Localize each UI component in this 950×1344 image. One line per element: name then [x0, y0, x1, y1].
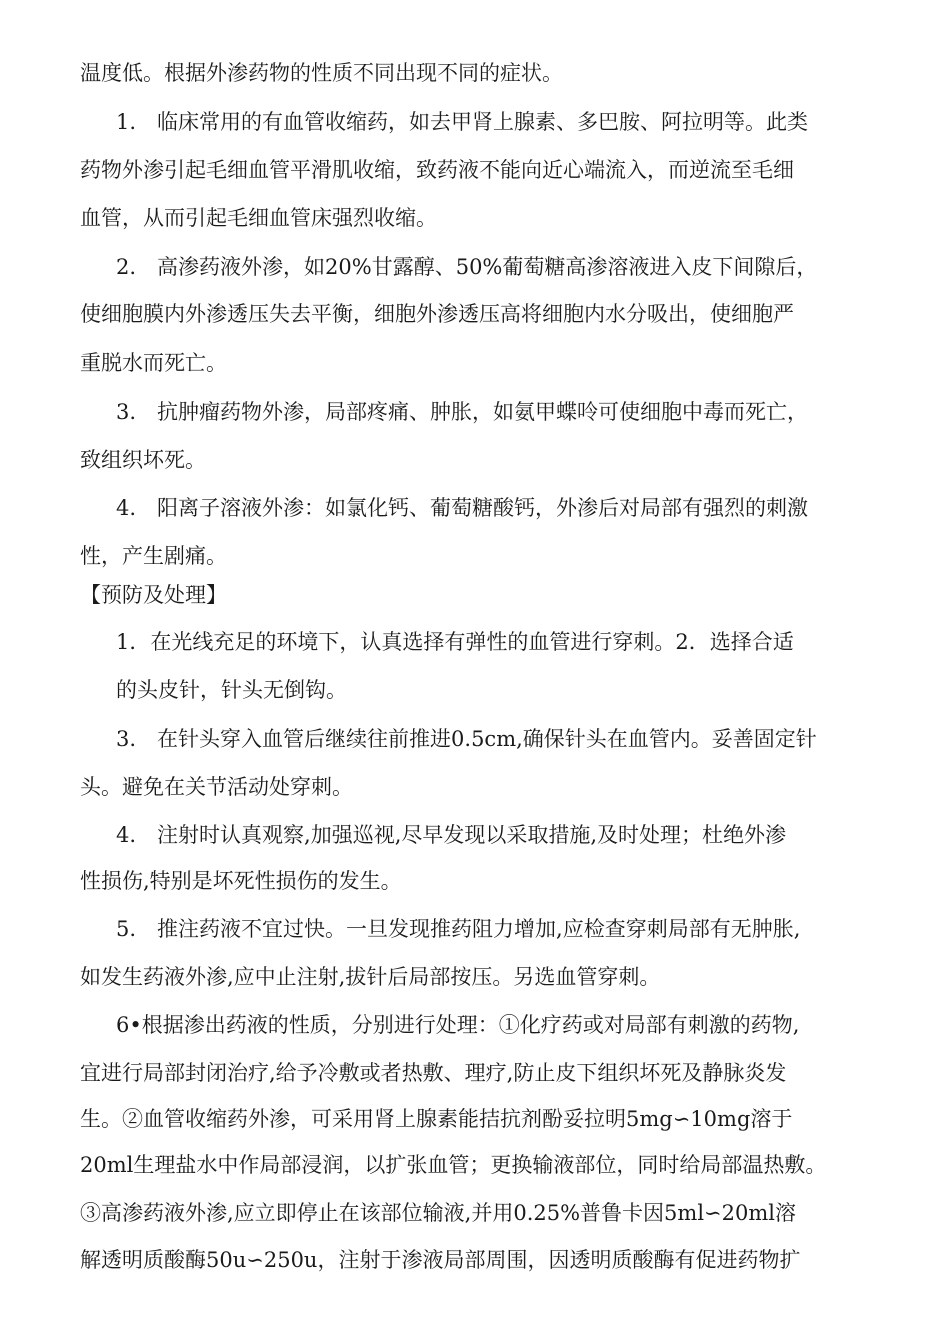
item-2-line-1: 2. 高渗药液外渗，如20%甘露醇、50%葡萄糖高渗溶液进入皮下间隙后，: [116, 255, 818, 279]
section-heading: 【预防及处理】: [80, 583, 227, 607]
prevention-item-6-line-5: ③高渗药液外渗,应立即停止在该部位输液,并用0.25%普鲁卡因5ml∽20ml溶: [80, 1201, 796, 1225]
item-4-line-2: 性，产生剧痛。: [80, 544, 227, 568]
prevention-item-6-line-1: 6•根据渗出药液的性质，分别进行处理：①化疗药或对局部有刺激的药物,: [116, 1013, 800, 1037]
item-1-line-1: 1. 临床常用的有血管收缩药，如去甲肾上腺素、多巴胺、阿拉明等。此类: [116, 110, 809, 134]
prevention-item-4-line-1: 4. 注射时认真观察,加强巡视,尽早发现以采取措施,及时处理；杜绝外渗: [116, 823, 787, 847]
prevention-item-3-line-1: 3. 在针头穿入血管后继续往前推进0.5cm,确保针头在血管内。妥善固定针: [116, 727, 817, 751]
item-1-line-3: 血管，从而引起毛细血管床强烈收缩。: [80, 206, 437, 230]
prevention-item-6-line-3: 生。②血管收缩药外渗，可采用肾上腺素能拮抗剂酚妥拉明5mg∽10mg溶于: [80, 1107, 793, 1131]
prevention-item-6-line-6: 解透明质酸酶50u∽250u，注射于渗液局部周围，因透明质酸酶有促进药物扩: [80, 1248, 801, 1272]
item-3-line-2: 致组织坏死。: [80, 448, 206, 472]
item-2-line-3: 重脱水而死亡。: [80, 351, 227, 375]
item-3-line-1: 3. 抗肿瘤药物外渗，局部疼痛、肿胀，如氨甲蝶呤可使细胞中毒而死亡，: [116, 400, 809, 424]
text-line-1: 温度低。根据外渗药物的性质不同出现不同的症状。: [80, 61, 563, 85]
prevention-item-3-line-2: 头。避免在关节活动处穿刺。: [80, 775, 353, 799]
item-1-line-2: 药物外渗引起毛细血管平滑肌收缩，致药液不能向近心端流入，而逆流至毛细: [80, 158, 794, 182]
prevention-item-5-line-2: 如发生药液外渗,应中止注射,拔针后局部按压。另选血管穿刺。: [80, 965, 661, 989]
prevention-item-6-line-2: 宜进行局部封闭治疗,给予冷敷或者热敷、理疗,防止皮下组织坏死及静脉炎发: [80, 1061, 787, 1085]
item-2-line-2: 使细胞膜内外渗透压失去平衡，细胞外渗透压高将细胞内水分吸出，使细胞严: [80, 302, 794, 326]
item-4-line-1: 4. 阳离子溶液外渗：如氯化钙、葡萄糖酸钙，外渗后对局部有强烈的刺激: [116, 496, 809, 520]
prevention-item-1-line-2: 的头皮针，针头无倒钩。: [116, 678, 347, 702]
prevention-item-4-line-2: 性损伤,特别是坏死性损伤的发生。: [80, 869, 402, 893]
prevention-item-5-line-1: 5. 推注药液不宜过快。一旦发现推药阻力增加,应检查穿刺局部有无肿胀,: [116, 917, 801, 941]
prevention-item-6-line-4: 20ml生理盐水中作局部浸润，以扩张血管；更换输液部位，同时给局部温热敷。: [80, 1153, 827, 1177]
prevention-item-1-line-1: 1．在光线充足的环境下，认真选择有弹性的血管进行穿刺。2．选择合适: [116, 630, 794, 654]
